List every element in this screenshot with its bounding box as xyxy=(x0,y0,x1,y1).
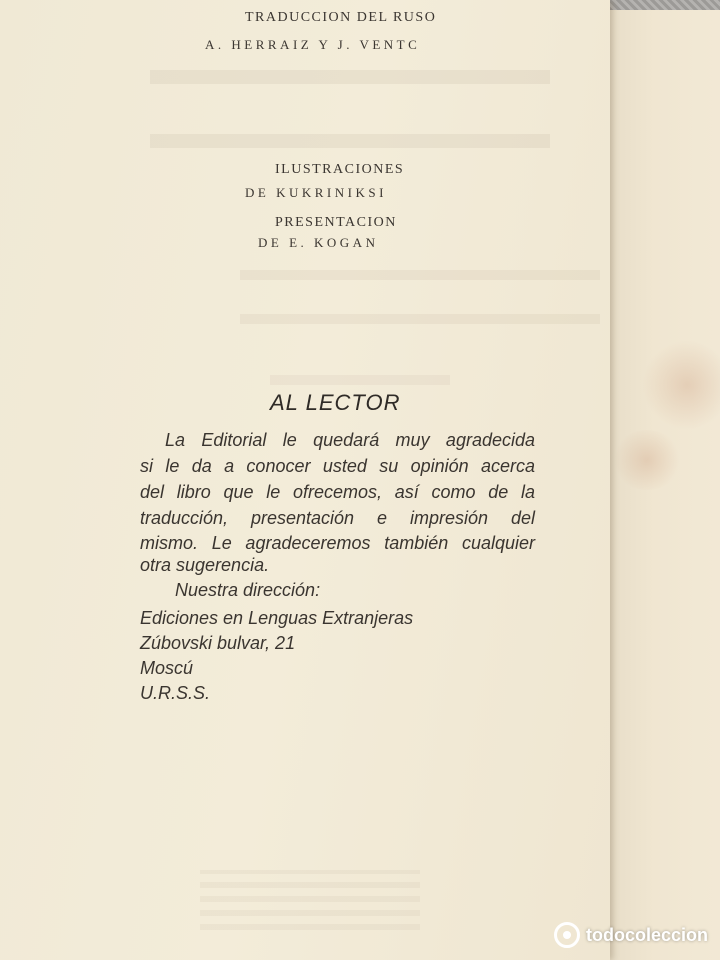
watermark-text: todocoleccion xyxy=(585,924,708,945)
notice-line: La Editorial le quedará muy agradecida xyxy=(165,430,535,450)
illustrator: DE KUKRINIKSI xyxy=(245,185,387,200)
notice-heading: AL LECTOR xyxy=(270,390,401,415)
notice-line: si le da a conocer usted su opinión acerca xyxy=(140,456,535,476)
presentation-label: PRESENTACION xyxy=(275,215,397,230)
notice-line: del libro que le ofrecemos, así como de la xyxy=(140,482,535,502)
notice-line: otra sugerencia. xyxy=(140,555,270,575)
address-line: Ediciones en Lenguas Extranjeras xyxy=(140,608,414,628)
presenter: DE E. KOGAN xyxy=(258,235,379,250)
address-line: Moscú xyxy=(140,658,194,678)
bleed-through-shape xyxy=(150,70,550,148)
watermark xyxy=(554,922,708,948)
address-label: Nuestra dirección: xyxy=(175,580,321,600)
bleed-through-shape xyxy=(240,270,600,324)
page-stain xyxy=(642,340,720,430)
bleed-through-shape xyxy=(270,375,450,385)
illustrations-label: ILUSTRACIONES xyxy=(275,162,405,177)
bleed-through-shape xyxy=(200,870,420,930)
notice-line: traducción, presentación e impresión del xyxy=(140,508,535,528)
translators: A. HERRAIZ Y J. VENTC xyxy=(205,37,421,52)
page-stain xyxy=(612,430,682,490)
address-line: U.R.S.S. xyxy=(140,683,211,703)
address-line: Zúbovski bulvar, 21 xyxy=(140,633,296,653)
notice-line: mismo. Le agradeceremos también cualquier xyxy=(140,533,535,553)
todocoleccion-logo-icon xyxy=(554,922,580,948)
translation-label: TRADUCCION DEL RUSO xyxy=(245,10,437,25)
adjacent-page xyxy=(600,10,720,960)
